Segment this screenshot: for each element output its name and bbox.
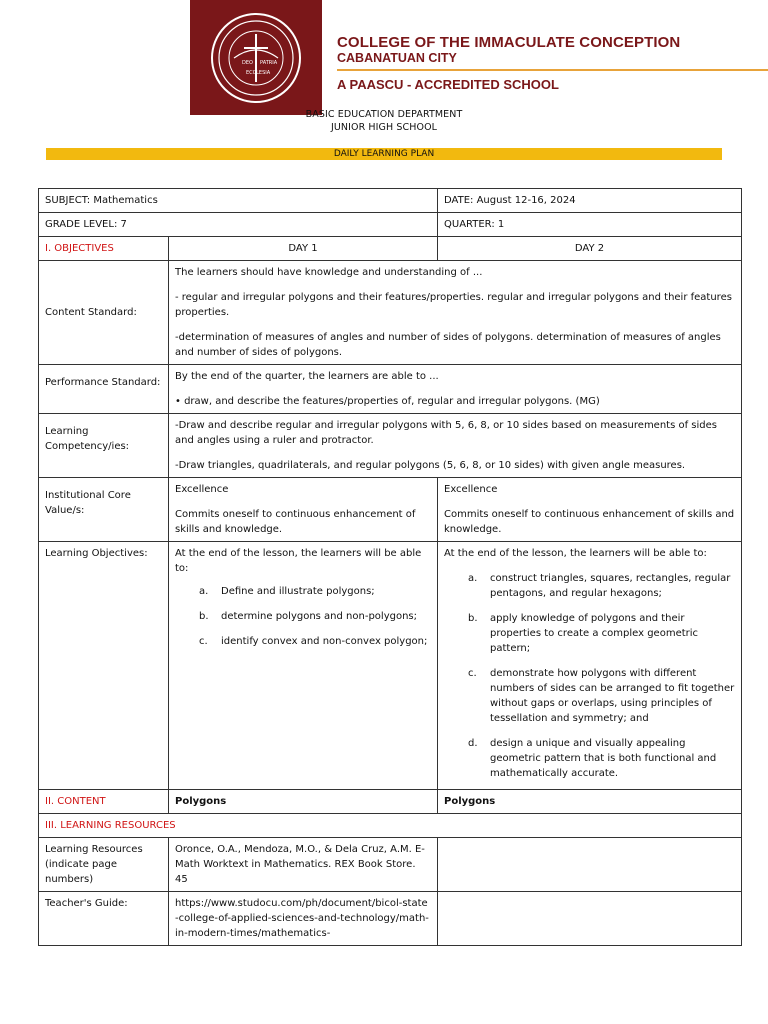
- list-item: [175, 609, 431, 624]
- content-standard-line: - regular and irregular polygons and their features/properties. regular and irregular polygons and their features properties.: [175, 292, 732, 318]
- subject-cell: SUBJECT: Mathematics: [39, 189, 438, 213]
- table-row: [39, 414, 742, 478]
- list-item: [175, 584, 431, 599]
- table-row: [39, 892, 742, 946]
- content-standard-label: Content Standard:: [39, 261, 169, 365]
- table-row: [39, 189, 742, 213]
- competency-line: -Draw triangles, quadrilaterals, and regular polygons (5, 6, 8, or 10 sides) with given angle measures.: [175, 460, 686, 471]
- list-item: [444, 666, 735, 726]
- day2-heading: DAY 2: [438, 237, 742, 261]
- performance-standard-line: • draw, and describe the features/properties of, regular and irregular polygons. (MG): [175, 396, 600, 407]
- quarter-cell: QUARTER: 1: [438, 213, 742, 237]
- content-standard-line: The learners should have knowledge and understanding of ...: [175, 267, 483, 278]
- list-item-text: identify convex and non-convex polygon;: [221, 636, 428, 647]
- list-item-text: Define and illustrate polygons;: [221, 586, 375, 597]
- competency-label: Learning Competency/ies:: [39, 414, 169, 478]
- list-marker: b.: [468, 613, 478, 624]
- objectives-intro: At the end of the lesson, the learners will be able to:: [444, 548, 707, 559]
- table-row: [39, 838, 742, 892]
- competency-text: [169, 414, 742, 478]
- list-item-text: apply knowledge of polygons and their properties to create a complex geometric pattern;: [490, 613, 699, 654]
- seal-word: ECCLESIA: [246, 70, 271, 76]
- table-row: [39, 790, 742, 814]
- department-label: BASIC EDUCATION DEPARTMENT: [305, 109, 463, 120]
- core-value-text: Commits oneself to continuous enhancement of skills and knowledge.: [444, 509, 735, 535]
- learning-resources-day1: Oronce, O.A., Mendoza, M.O., & Dela Cruz, A.M. E-Math Worktext in Mathematics. REX Book Store. 45: [169, 838, 438, 892]
- content-day2: Polygons: [438, 790, 742, 814]
- learning-objectives-day2: [438, 542, 742, 790]
- core-value-day1: [169, 478, 438, 542]
- teachers-guide-day2: [438, 892, 742, 946]
- competency-line: -Draw and describe regular and irregular polygons with 5, 6, 8, or 10 sides based on measurements of sides and angles using a ruler and protractor.: [175, 420, 717, 446]
- core-value-title: Excellence: [175, 484, 229, 495]
- list-item: [444, 736, 735, 781]
- content-day1: Polygons: [169, 790, 438, 814]
- date-cell: DATE: August 12-16, 2024: [438, 189, 742, 213]
- performance-standard-text: [169, 365, 742, 414]
- list-item: [175, 634, 431, 649]
- objectives-list: [175, 584, 431, 649]
- core-value-day2: [438, 478, 742, 542]
- school-name: COLLEGE OF THE IMMACULATE CONCEPTION: [337, 34, 681, 51]
- table-row: [39, 213, 742, 237]
- content-standard-text: [169, 261, 742, 365]
- learning-objectives-label: Learning Objectives:: [39, 542, 169, 790]
- list-marker: d.: [468, 738, 478, 749]
- list-marker: b.: [199, 611, 209, 622]
- learning-resources-day2: [438, 838, 742, 892]
- school-seal-icon: [204, 12, 308, 104]
- list-marker: c.: [468, 668, 477, 679]
- list-item: [444, 571, 735, 601]
- core-value-text: Commits oneself to continuous enhancement of skills and knowledge.: [175, 509, 416, 535]
- resources-heading: III. LEARNING RESOURCES: [39, 814, 742, 838]
- grade-cell: GRADE LEVEL: 7: [39, 213, 438, 237]
- school-logo: [190, 0, 322, 115]
- objectives-list: [444, 571, 735, 781]
- table-row: [39, 365, 742, 414]
- seal-word: DEO: [242, 60, 253, 66]
- seal-word: PATRIA: [260, 60, 278, 66]
- objectives-intro: At the end of the lesson, the learners will be able to:: [175, 548, 422, 574]
- teachers-guide-day1: https://www.studocu.com/ph/document/bicol-state-college-of-applied-sciences-and-technology/math-in-modern-times/mathematics-: [169, 892, 438, 946]
- list-item-text: demonstrate how polygons with different numbers of sides can be arranged to fit together without gaps or overlaps, using principles of tessellation and symmetry; and: [490, 668, 735, 724]
- list-item-text: construct triangles, squares, rectangles, regular pentagons, and regular hexagons;: [490, 573, 731, 599]
- list-marker: c.: [199, 636, 208, 647]
- accreditation-label: A PAASCU - ACCREDITED SCHOOL: [337, 77, 559, 92]
- list-item-text: design a unique and visually appealing geometric pattern that is both functional and mathematically accurate.: [490, 738, 717, 779]
- table-row: [39, 261, 742, 365]
- list-item: [444, 611, 735, 656]
- content-standard-line: -determination of measures of angles and number of sides of polygons. determination of measures of angles and number of sides of polygons.: [175, 332, 721, 358]
- plan-title-bar: DAILY LEARNING PLAN: [46, 148, 722, 160]
- header-divider: [337, 69, 768, 71]
- table-row: [39, 478, 742, 542]
- list-marker: a.: [468, 573, 478, 584]
- learning-objectives-day1: [169, 542, 438, 790]
- table-row: [39, 814, 742, 838]
- teachers-guide-label: Teacher's Guide:: [39, 892, 169, 946]
- content-heading: II. CONTENT: [39, 790, 169, 814]
- performance-standard-line: By the end of the quarter, the learners are able to ...: [175, 371, 439, 382]
- school-city: CABANATUAN CITY: [337, 51, 457, 65]
- day1-heading: DAY 1: [169, 237, 438, 261]
- table-row: [39, 237, 742, 261]
- core-value-label: Institutional Core Value/s:: [39, 478, 169, 542]
- list-item-text: determine polygons and non-polygons;: [221, 611, 417, 622]
- learning-plan-table: [38, 188, 742, 946]
- level-label: JUNIOR HIGH SCHOOL: [330, 122, 438, 133]
- objectives-heading: I. OBJECTIVES: [39, 237, 169, 261]
- performance-standard-label: Performance Standard:: [39, 365, 169, 414]
- learning-resources-label: Learning Resources (indicate page numbers): [39, 838, 169, 892]
- table-row: [39, 542, 742, 790]
- core-value-title: Excellence: [444, 484, 498, 495]
- list-marker: a.: [199, 586, 209, 597]
